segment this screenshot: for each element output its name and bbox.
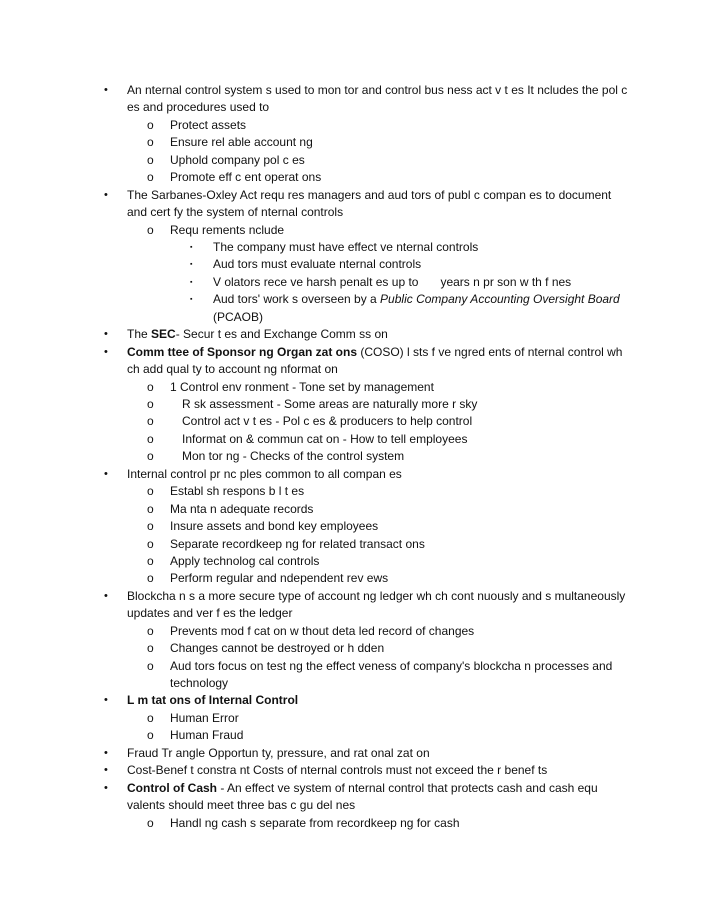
list-item: o 1 Control env ronment - Tone set by management: [0, 379, 714, 396]
list-item: o Establ sh respons b l t es: [0, 483, 714, 500]
square-bullet-icon: ▪: [190, 278, 193, 286]
list-item: o Separate recordkeep ng for related transact ons: [0, 536, 714, 553]
list-item: o Informat on & commun cat on - How to tell employees: [0, 431, 714, 448]
list-item: • L m tat ons of Internal Control: [0, 692, 714, 709]
sub-bullet-icon: o: [147, 710, 154, 725]
bullet-icon: •: [104, 328, 108, 341]
sub-bullet-icon: o: [147, 553, 154, 568]
bullet-icon: •: [104, 589, 108, 602]
bullet-icon: •: [104, 781, 108, 794]
square-bullet-icon: ▪: [190, 296, 193, 304]
list-item: o Mon tor ng - Checks of the control system: [0, 448, 714, 465]
list-item: o Uphold company pol c es: [0, 152, 714, 169]
bullet-icon: •: [104, 746, 108, 759]
list-item: • The Sarbanes-Oxley Act requ res managers and aud tors of publ c compan es to document and cert fy the system of nternal controls: [104, 187, 612, 220]
sub-bullet-icon: o: [147, 519, 154, 534]
list-item: • Cost-Benef t constra nt Costs of nternal controls must not exceed the r benef ts: [0, 762, 714, 779]
bullet-icon: •: [104, 764, 108, 777]
list-item: ▪ Aud tors must evaluate nternal controls: [0, 256, 714, 273]
sub-bullet-icon: o: [147, 501, 154, 516]
square-bullet-icon: ▪: [190, 261, 193, 269]
list-item: o Prevents mod f cat on w thout deta led record of changes: [0, 623, 714, 640]
list-item: o Perform regular and ndependent rev ews: [0, 570, 714, 587]
sub-bullet-icon: o: [147, 414, 154, 429]
list-item: • The SEC- Secur t es and Exchange Comm ss on: [0, 326, 714, 343]
sub-bullet-icon: o: [147, 728, 154, 743]
list-item: o Handl ng cash s separate from recordkeep ng for cash: [0, 815, 714, 832]
list-item: o Promote eff c ent operat ons: [0, 169, 714, 186]
sub-bullet-icon: o: [147, 484, 154, 499]
list-item: o Changes cannot be destroyed or h dden: [0, 640, 714, 657]
list-item: • An nternal control system s used to mon tor and control bus ness act v t es It ncludes the pol c es and procedures used to: [104, 83, 628, 115]
list-item: ▪ V olators rece ve harsh penalt es up to years n pr son w th f nes: [0, 274, 714, 291]
sub-bullet-icon: o: [147, 623, 154, 638]
bullet-icon: •: [104, 345, 108, 358]
sub-bullet-icon: o: [147, 536, 154, 551]
list-item: ▪ The company must have effect ve nternal controls: [0, 239, 714, 256]
sub-bullet-icon: o: [147, 397, 154, 412]
sub-bullet-icon: o: [147, 815, 154, 830]
sub-bullet-icon: o: [147, 658, 154, 673]
sub-bullet-icon: o: [147, 641, 154, 656]
list-item: o Ensure rel able account ng: [0, 134, 714, 151]
list-item: o Insure assets and bond key employees: [0, 518, 714, 535]
bullet-icon: •: [104, 467, 108, 480]
list-item: ▪ Aud tors' work s overseen by a Public Company Accounting Oversight Board (PCAOB): [190, 292, 620, 324]
sub-bullet-icon: o: [147, 170, 154, 185]
bullet-icon: •: [104, 188, 108, 201]
list-item: o Human Error: [0, 710, 714, 727]
sub-bullet-icon: o: [147, 379, 154, 394]
list-item: o Human Fraud: [0, 727, 714, 744]
sub-bullet-icon: o: [147, 152, 154, 167]
bullet-icon: •: [104, 694, 108, 707]
list-item: o R sk assessment - Some areas are naturally more r sky: [0, 396, 714, 413]
list-item: • Fraud Tr angle Opportun ty, pressure, and rat onal zat on: [0, 745, 714, 762]
square-bullet-icon: ▪: [190, 244, 193, 252]
list-item: • Comm ttee of Sponsor ng Organ zat ons (COSO) l sts f ve ngred ents of nternal control wh ch add qual ty to account ng nformat on: [104, 344, 623, 377]
list-item: • Blockcha n s a more secure type of account ng ledger wh ch cont nuously and s multaneously updates and ver f es the ledger: [104, 588, 626, 621]
list-item: o Ma nta n adequate records: [0, 501, 714, 518]
list-item: o Aud tors focus on test ng the effect veness of company's blockcha n processes and technology: [147, 658, 613, 690]
sub-bullet-icon: o: [147, 222, 154, 237]
sub-bullet-icon: o: [147, 118, 154, 132]
list-item: o Protect assets: [0, 117, 714, 134]
list-item: o Apply technolog cal controls: [0, 553, 714, 570]
list-item: • Internal control pr nc ples common to all compan es: [0, 466, 714, 483]
sub-bullet-icon: o: [147, 449, 154, 464]
list-item: o Control act v t es - Pol c es & producers to help control: [0, 413, 714, 430]
list-item: • Control of Cash - An effect ve system of nternal control that protects cash and cash equ valents should meet three bas c gu del nes: [104, 780, 598, 813]
list-item: o Requ rements nclude: [0, 222, 714, 239]
sub-bullet-icon: o: [147, 135, 154, 150]
bullet-icon: •: [104, 84, 108, 96]
notes-body: [0, 82, 714, 832]
sub-bullet-icon: o: [147, 571, 154, 586]
sub-bullet-icon: o: [147, 431, 154, 446]
